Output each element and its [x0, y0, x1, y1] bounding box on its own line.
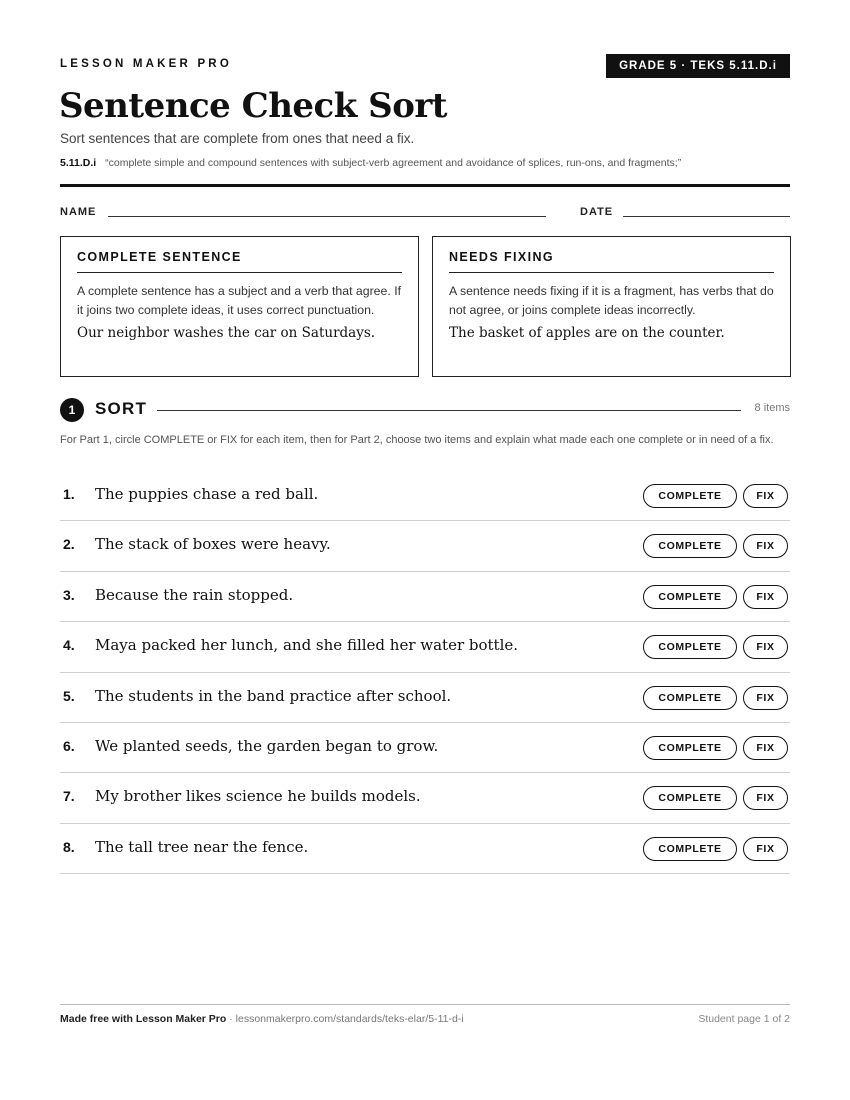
list-item [60, 824, 790, 874]
list-item [60, 723, 790, 773]
item-sentence: Maya packed her lunch, and she filled her water bottle. [95, 636, 519, 655]
complete-option[interactable]: COMPLETE [643, 585, 737, 609]
complete-option[interactable]: COMPLETE [643, 786, 737, 810]
list-item [60, 773, 790, 823]
complete-option[interactable]: COMPLETE [643, 837, 737, 861]
footer-brand: Made free with Lesson Maker Pro [60, 1013, 227, 1025]
standard-line [60, 157, 681, 169]
footer-separator: · [226, 1013, 236, 1025]
date-label: DATE [580, 206, 614, 218]
grade-badge: GRADE 5 · TEKS 5.11.D.i [606, 54, 790, 78]
item-sentence: Because the rain stopped. [95, 585, 294, 604]
item-number: 1. [63, 486, 75, 502]
page-indicator: Student page 1 of 2 [698, 1013, 790, 1025]
item-list [60, 471, 790, 874]
section-title: SORT [95, 399, 148, 418]
item-number: 8. [63, 838, 75, 855]
fix-option[interactable]: FIX [743, 534, 788, 558]
section-instructions: For Part 1, circle COMPLETE or FIX for each item, then for Part 2, choose two items and explain what made each one complete or in need of a fix. [60, 434, 774, 446]
fix-option[interactable]: FIX [743, 786, 788, 810]
item-sentence: My brother likes science he builds models. [95, 787, 421, 806]
complete-option[interactable]: COMPLETE [643, 635, 737, 659]
item-sentence: The tall tree near the fence. [95, 837, 309, 856]
list-item [60, 622, 790, 672]
standard-code: 5.11.D.i [60, 157, 97, 169]
footer-url[interactable]: lessonmakerpro.com/standards/teks-elar/5-11-d-i [235, 1013, 464, 1025]
fix-option[interactable]: FIX [743, 585, 788, 609]
name-field[interactable] [108, 216, 546, 217]
item-number: 3. [63, 586, 75, 603]
item-number: 4. [63, 637, 75, 654]
brand-name: LESSON MAKER PRO [60, 58, 232, 70]
item-sentence: The puppies chase a red ball. [95, 485, 319, 503]
needs-fixing-box [432, 236, 791, 377]
item-number: 2. [63, 536, 75, 553]
footer-credit [60, 1013, 464, 1025]
box-heading: COMPLETE SENTENCE [77, 250, 402, 273]
list-item [60, 471, 790, 521]
item-sentence: The students in the band practice after school. [95, 686, 452, 705]
item-sentence: We planted seeds, the garden began to grow. [95, 736, 439, 755]
item-number: 6. [63, 737, 75, 754]
header-divider [60, 184, 790, 187]
section-divider [157, 410, 741, 411]
box-example: The basket of apples are on the counter. [449, 325, 725, 341]
item-number: 5. [63, 687, 75, 704]
name-label: NAME [60, 206, 97, 218]
box-description: A sentence needs fixing if it is a fragment, has verbs that do not agree, or joins complete ideas incorrectly. [449, 284, 774, 317]
fix-option[interactable]: FIX [743, 635, 788, 659]
item-sentence: The stack of boxes were heavy. [95, 535, 331, 554]
complete-option[interactable]: COMPLETE [643, 534, 737, 558]
complete-sentence-box [60, 236, 419, 377]
fix-option[interactable]: FIX [743, 736, 788, 760]
item-count: 8 items [754, 402, 790, 414]
list-item [60, 521, 790, 571]
complete-option[interactable]: COMPLETE [643, 484, 737, 508]
box-description: A complete sentence has a subject and a verb that agree. If it joins two complete ideas, it uses correct punctuation. [77, 284, 402, 317]
date-field[interactable] [623, 216, 790, 217]
footer-divider [60, 1004, 790, 1005]
list-item [60, 673, 790, 723]
box-heading: NEEDS FIXING [449, 250, 774, 273]
fix-option[interactable]: FIX [743, 837, 788, 861]
section-number-badge: 1 [60, 398, 84, 422]
fix-option[interactable]: FIX [743, 686, 788, 710]
page-title: Sentence Check Sort [59, 86, 447, 126]
item-number: 7. [63, 788, 75, 805]
page-subtitle: Sort sentences that are complete from ones that need a fix. [60, 131, 415, 146]
list-item [60, 572, 790, 622]
box-example: Our neighbor washes the car on Saturdays. [77, 325, 376, 341]
complete-option[interactable]: COMPLETE [643, 686, 737, 710]
standard-text: “complete simple and compound sentences with subject-verb agreement and avoidance of splices, run-ons, and fragments;” [105, 157, 682, 169]
complete-option[interactable]: COMPLETE [643, 736, 737, 760]
fix-option[interactable]: FIX [743, 484, 788, 508]
